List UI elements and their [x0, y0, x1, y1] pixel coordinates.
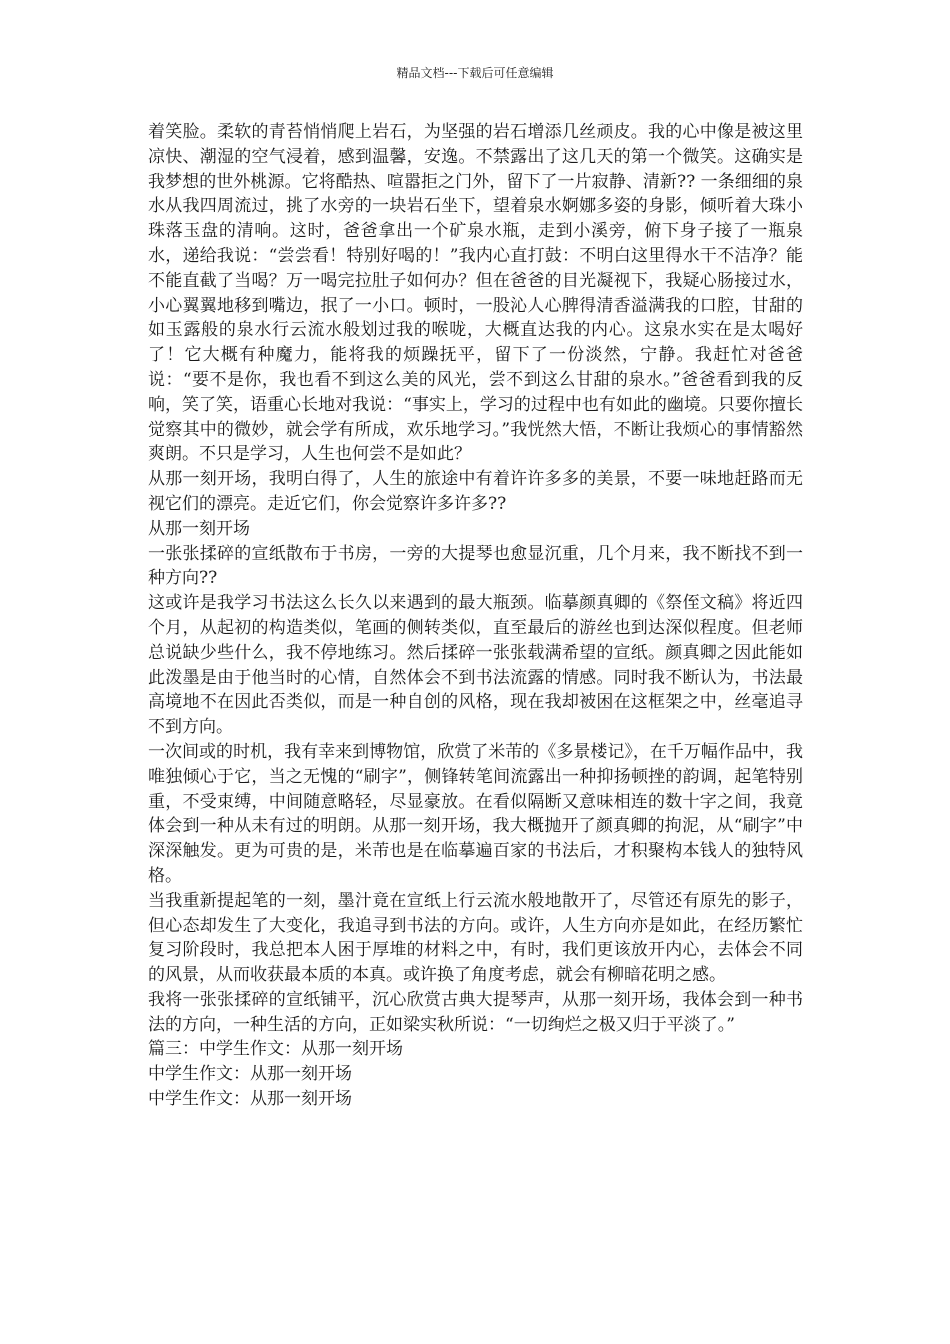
paragraph: 一张张揉碎的宣纸散布于书房，一旁的大提琴也愈显沉重，几个月来，我不断找不到一种方向?? — [148, 543, 803, 589]
paragraph: 当我重新提起笔的一刻，墨汁竟在宣纸上行云流水般地散开了，尽管还有原先的影子，但心态却发生了大变化，我追寻到书法的方向。或许，人生方向亦是如此，在经历繁忙复习阶段时，我总把本人困于厚堆的材料之中，有时，我们更该放开内心，去体会不同的风景，从而收获最本质的本真。或许换了角度考虑，就会有柳暗花明之感。 — [148, 890, 803, 986]
section-heading: 篇三：中学生作文：从那一刻开场 — [148, 1039, 403, 1060]
paragraph: 从那一刻开场 — [148, 518, 250, 539]
paragraph: 着笑脸。柔软的青苔悄悄爬上岩石，为坚强的岩石增添几丝顽皮。我的心中像是被这里凉快、潮湿的空气浸着，感到温馨，安逸。不禁露出了这几天的第一个微笑。这确实是我梦想的世外桃源。它将酷热、喧嚣拒之门外，留下了一片寂静、清新?? 一条细细的泉水从我四周流过，挑了水旁的一块岩石坐下，望着泉水婀娜多姿的身影，倾听着大珠小珠落玉盘的清响。这时，爸爸拿出一个矿泉水瓶，走到小溪旁，俯下身子接了一瓶泉水，递给我说：“尝尝看！特别好喝的！”我内心直打鼓：不明白这里得水干不洁净？能不能直截了当喝？万一喝完拉肚子如何办？但在爸爸的目光凝视下，我疑心肠接过水，小心翼翼地移到嘴边，抿了一小口。顿时，一股沁人心脾得清香溢满我的口腔，甘甜的如玉露般的泉水行云流水般划过我的喉咙，大概直达我的内心。这泉水实在是太喝好了！它大概有种魔力，能将我的烦躁抚平，留下了一份淡然，宁静。我赶忙对爸爸说：“要不是你，我也看不到这么美的风光，尝不到这么甘甜的泉水。”爸爸看到我的反响，笑了笑，语重心长地对我说：“事实上，学习的过程中也有如此的幽境。只要你擅长觉察其中的微妙，就会学有所成，欢乐地学习。”我恍然大悟，不断让我烦心的事情豁然爽朗。不只是学习，人生也何尝不是如此？ — [148, 122, 803, 465]
document-body — [148, 120, 803, 1112]
paragraph: 我将一张张揉碎的宣纸铺平，沉心欣赏古典大提琴声，从那一刻开场，我体会到一种书法的方向，一种生活的方向，正如梁实秋所说：“一切绚烂之极又归于平淡了。” — [148, 989, 803, 1035]
paragraph: 这或许是我学习书法这么长久以来遇到的最大瓶颈。临摹颜真卿的《祭侄文稿》将近四个月，从起初的构造类似，笔画的侧转类似，直至最后的游丝也到达深似程度。但老师总说缺少些什么，我不停地练习。然后揉碎一张张载满希望的宣纸。颜真卿之因此能如此泼墨是由于他当时的心情，自然体会不到书法流露的情感。同时我不断认为，书法最高境地不在因此否类似，而是一种自创的风格，现在我却被困在这框架之中，丝毫追寻不到方向。 — [148, 593, 803, 738]
paragraph: 一次间或的时机，我有幸来到博物馆，欣赏了米芾的《多景楼记》，在千万幅作品中，我唯独倾心于它，当之无愧的“刷字”，侧锋转笔间流露出一种抑扬顿挫的韵调，起笔特别重，不受束缚，中间随意略轻，尽显豪放。在看似隔断又意味相连的数十字之间，我竟体会到一种从未有过的明朗。从那一刻开场，我大概抛开了颜真卿的拘泥，从“刷字”中深深触发。更为可贵的是，米芾也是在临摹遍百家的书法后，才积聚构本钱人的独特风格。 — [148, 741, 803, 886]
paragraph: 从那一刻开场，我明白得了，人生的旅途中有着许许多多的美景，不要一味地赶路而无视它们的漂亮。走近它们，你会觉察许多许多?? — [148, 469, 803, 514]
section-heading: 中学生作文：从那一刻开场 — [148, 1064, 352, 1085]
section-heading: 中学生作文：从那一刻开场 — [148, 1089, 352, 1110]
page-header: 精品文档---下载后可任意编辑 — [396, 66, 554, 80]
